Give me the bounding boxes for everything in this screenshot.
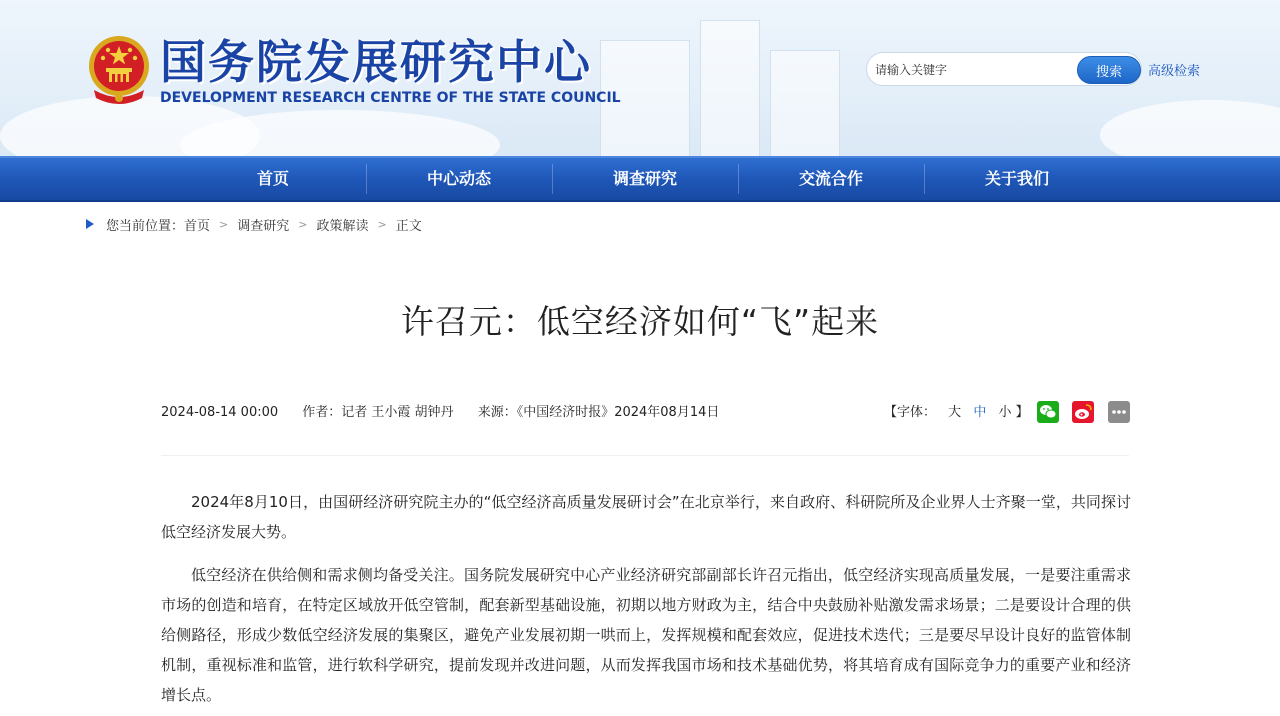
header-building-decoration [700,20,760,156]
breadcrumb-item-policy[interactable]: 政策解读 [316,218,369,234]
header-building-decoration [770,50,840,156]
header-cloud-decoration [1100,100,1280,156]
national-emblem-icon [86,34,152,106]
font-size-small[interactable]: 小 [998,405,1012,420]
article-paragraph: 低空经济在供给侧和需求侧均备受关注。国务院发展研究中心产业经济研究部副部长许召元指出，低空经济实现高质量发展，一是要注重需求市场的创造和培育，在特定区域放开低空管制，配套新型基础设施，初期以地方财政为主，结合中央鼓励补贴激发需求场景；二是要设计合理的供给侧路径，形成少数低空经济发展的集聚区，避免产业发展初期一哄而上，发挥规模和配套效应，促进技术迭代；三是要尽早设计良好的监管体制机制，重视标准和监管，进行软科学研究，提前发现并改进问题，从而发挥我国市场和技术基础优势，将其培育成有国际竞争力的重要产业和经济增长点。 [161,566,1131,704]
font-size-large[interactable]: 大 [948,405,962,420]
font-size-label: 【字体： [884,405,937,420]
breadcrumb-separator: > [377,217,387,231]
font-size-control [884,401,1029,420]
article-date: 2024-08-14 00:00 [161,405,279,420]
search-input[interactable] [875,59,1071,81]
breadcrumb-separator: > [298,217,308,231]
breadcrumb [86,214,422,234]
nav-item-home[interactable]: 首页 [256,169,289,188]
nav-item-research[interactable]: 调查研究 [612,169,677,188]
font-size-close: 】 [1015,405,1029,420]
search-button[interactable]: 搜索 [1077,56,1141,84]
site-title-en: DEVELOPMENT RESEARCH CENTRE OF THE STATE COUNCIL [160,90,621,106]
breadcrumb-item-home[interactable]: 首页 [184,218,211,234]
article-paragraph: 2024年8月10日，由国研经济研究院主办的“低空经济高质量发展研讨会”在北京举行，来自政府、科研院所及企业界人士齐聚一堂，共同探讨低空经济发展大势。 [161,493,1131,541]
site-title-cn: 国务院发展研究中心 [160,35,592,89]
breadcrumb-item-current: 正文 [395,218,422,234]
more-icon[interactable] [1108,401,1130,423]
advanced-search-link[interactable]: 高级检索 [1148,64,1201,79]
breadcrumb-prefix: 您当前位置： [106,218,185,234]
wechat-icon[interactable] [1037,401,1059,423]
site-header [0,0,1280,156]
breadcrumb-item-research[interactable]: 调查研究 [237,218,290,234]
nav-item-center-news[interactable]: 中心动态 [426,169,491,188]
search-box [866,52,1142,86]
article-author: 作者：记者 王小霞 胡钟丹 [302,405,454,420]
article-meta [161,401,739,420]
font-size-medium[interactable]: 中 [973,405,987,420]
nav-item-about[interactable]: 关于我们 [984,169,1049,188]
breadcrumb-arrow-icon [86,219,94,229]
article-source: 来源：《中国经济时报》2024年08月14日 [477,405,720,420]
article-divider [161,455,1129,456]
breadcrumb-separator: > [219,217,229,231]
weibo-icon[interactable] [1072,401,1094,423]
main-nav [0,156,1280,202]
article-title: 许召元：低空经济如何“飞”起来 [400,302,880,341]
nav-item-exchange[interactable]: 交流合作 [798,169,863,188]
